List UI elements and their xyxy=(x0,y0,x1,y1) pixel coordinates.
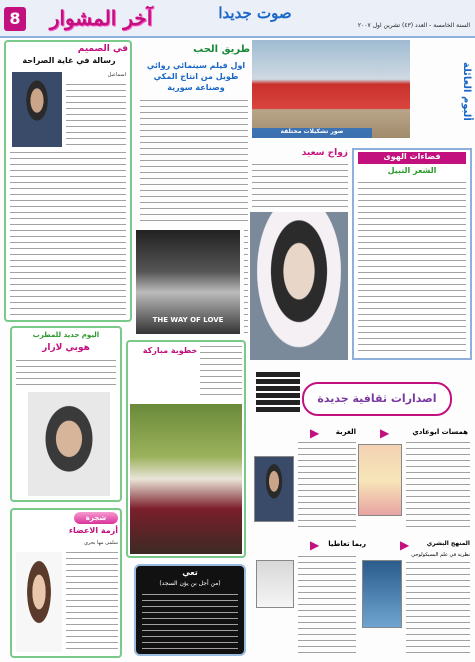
woman-photo xyxy=(16,552,62,652)
book4-desc xyxy=(406,562,470,654)
magazine-body xyxy=(66,552,118,652)
singer-body xyxy=(16,360,116,388)
poetry-subtitle: الشعر النبيل xyxy=(387,166,437,175)
book2-arrow: ▶ xyxy=(380,426,390,440)
congrats-body xyxy=(142,594,238,650)
engagement-photo xyxy=(130,404,242,554)
poster-text: THE WAY OF LOVE xyxy=(152,316,224,324)
poetry-title: فضاءات الهوى xyxy=(358,152,466,164)
singer-photo xyxy=(28,392,110,496)
new-releases-banner: اصدارات ثقافية جديدة xyxy=(302,382,452,416)
poster-side-text xyxy=(244,230,248,334)
column-body-upper xyxy=(66,84,126,148)
column-subtitle: رسالة في غاية الصراحة xyxy=(22,56,116,65)
section-title: آخر المشوار xyxy=(49,6,153,30)
vertical-label: ألبوم العائلة xyxy=(461,61,472,121)
group-caption: صور تشكيلات مختلفة xyxy=(252,128,372,138)
wedding-body xyxy=(252,164,348,208)
wedding-photo xyxy=(250,212,348,360)
book4-title: المنهج البشري xyxy=(426,540,470,547)
column-title: في الصميم xyxy=(77,44,128,54)
book2-cover xyxy=(358,444,402,516)
book3-title: ربما تعاطيا xyxy=(328,540,366,548)
wedding-title: زواج سعيد xyxy=(301,148,348,158)
article-title: طريق الحب xyxy=(193,44,250,55)
book1-title: الغربة xyxy=(335,428,356,436)
congrats-sub: (من أجل بن يؤن السجد) xyxy=(159,580,221,587)
author-name: اسماعيل xyxy=(107,72,126,78)
masthead-logo: صوت جديدا xyxy=(218,4,292,22)
magazine-title: أزمة الاعضاء xyxy=(68,526,118,535)
page-number-badge: 8 xyxy=(4,7,26,31)
congrats-title: تعي xyxy=(182,568,198,577)
group-photo xyxy=(252,40,410,138)
book4-arrow: ▶ xyxy=(400,538,410,552)
issue-line: السنة الخامسة - العدد (٤٣) تشرين اول ٢٠٠٧ xyxy=(357,22,470,29)
singer-name: هوبي لازار xyxy=(42,343,90,353)
book1-cover xyxy=(254,456,294,522)
magazine-label: شجرة xyxy=(74,512,118,524)
author-photo xyxy=(12,72,62,147)
book3-arrow: ▶ xyxy=(310,538,320,552)
book2-title: همسات ابوعادي xyxy=(412,428,468,436)
book4-subtitle: نظرية في علم البسيكولوجي xyxy=(411,552,470,558)
book3-desc xyxy=(298,556,356,654)
books-stack-icon xyxy=(256,372,300,412)
book1-arrow: ▶ xyxy=(310,426,320,440)
engagement-body xyxy=(200,346,242,400)
engagement-title: خطوبة مباركة xyxy=(142,346,198,355)
book2-desc xyxy=(406,442,470,530)
woman-caption: سلمى مها بحري xyxy=(84,540,118,546)
singer-title: اليوم جديد للمطرب xyxy=(32,331,100,339)
book3-cover xyxy=(256,560,294,608)
book4-cover xyxy=(362,560,402,628)
book1-desc xyxy=(298,442,356,530)
column-body-lower xyxy=(10,152,126,318)
article-subtitle: اول فيلم سينمائي روائي طويل من انتاج المكي وصناعة سورية xyxy=(146,61,246,92)
poetry-body xyxy=(358,182,466,354)
article-body xyxy=(140,100,248,224)
